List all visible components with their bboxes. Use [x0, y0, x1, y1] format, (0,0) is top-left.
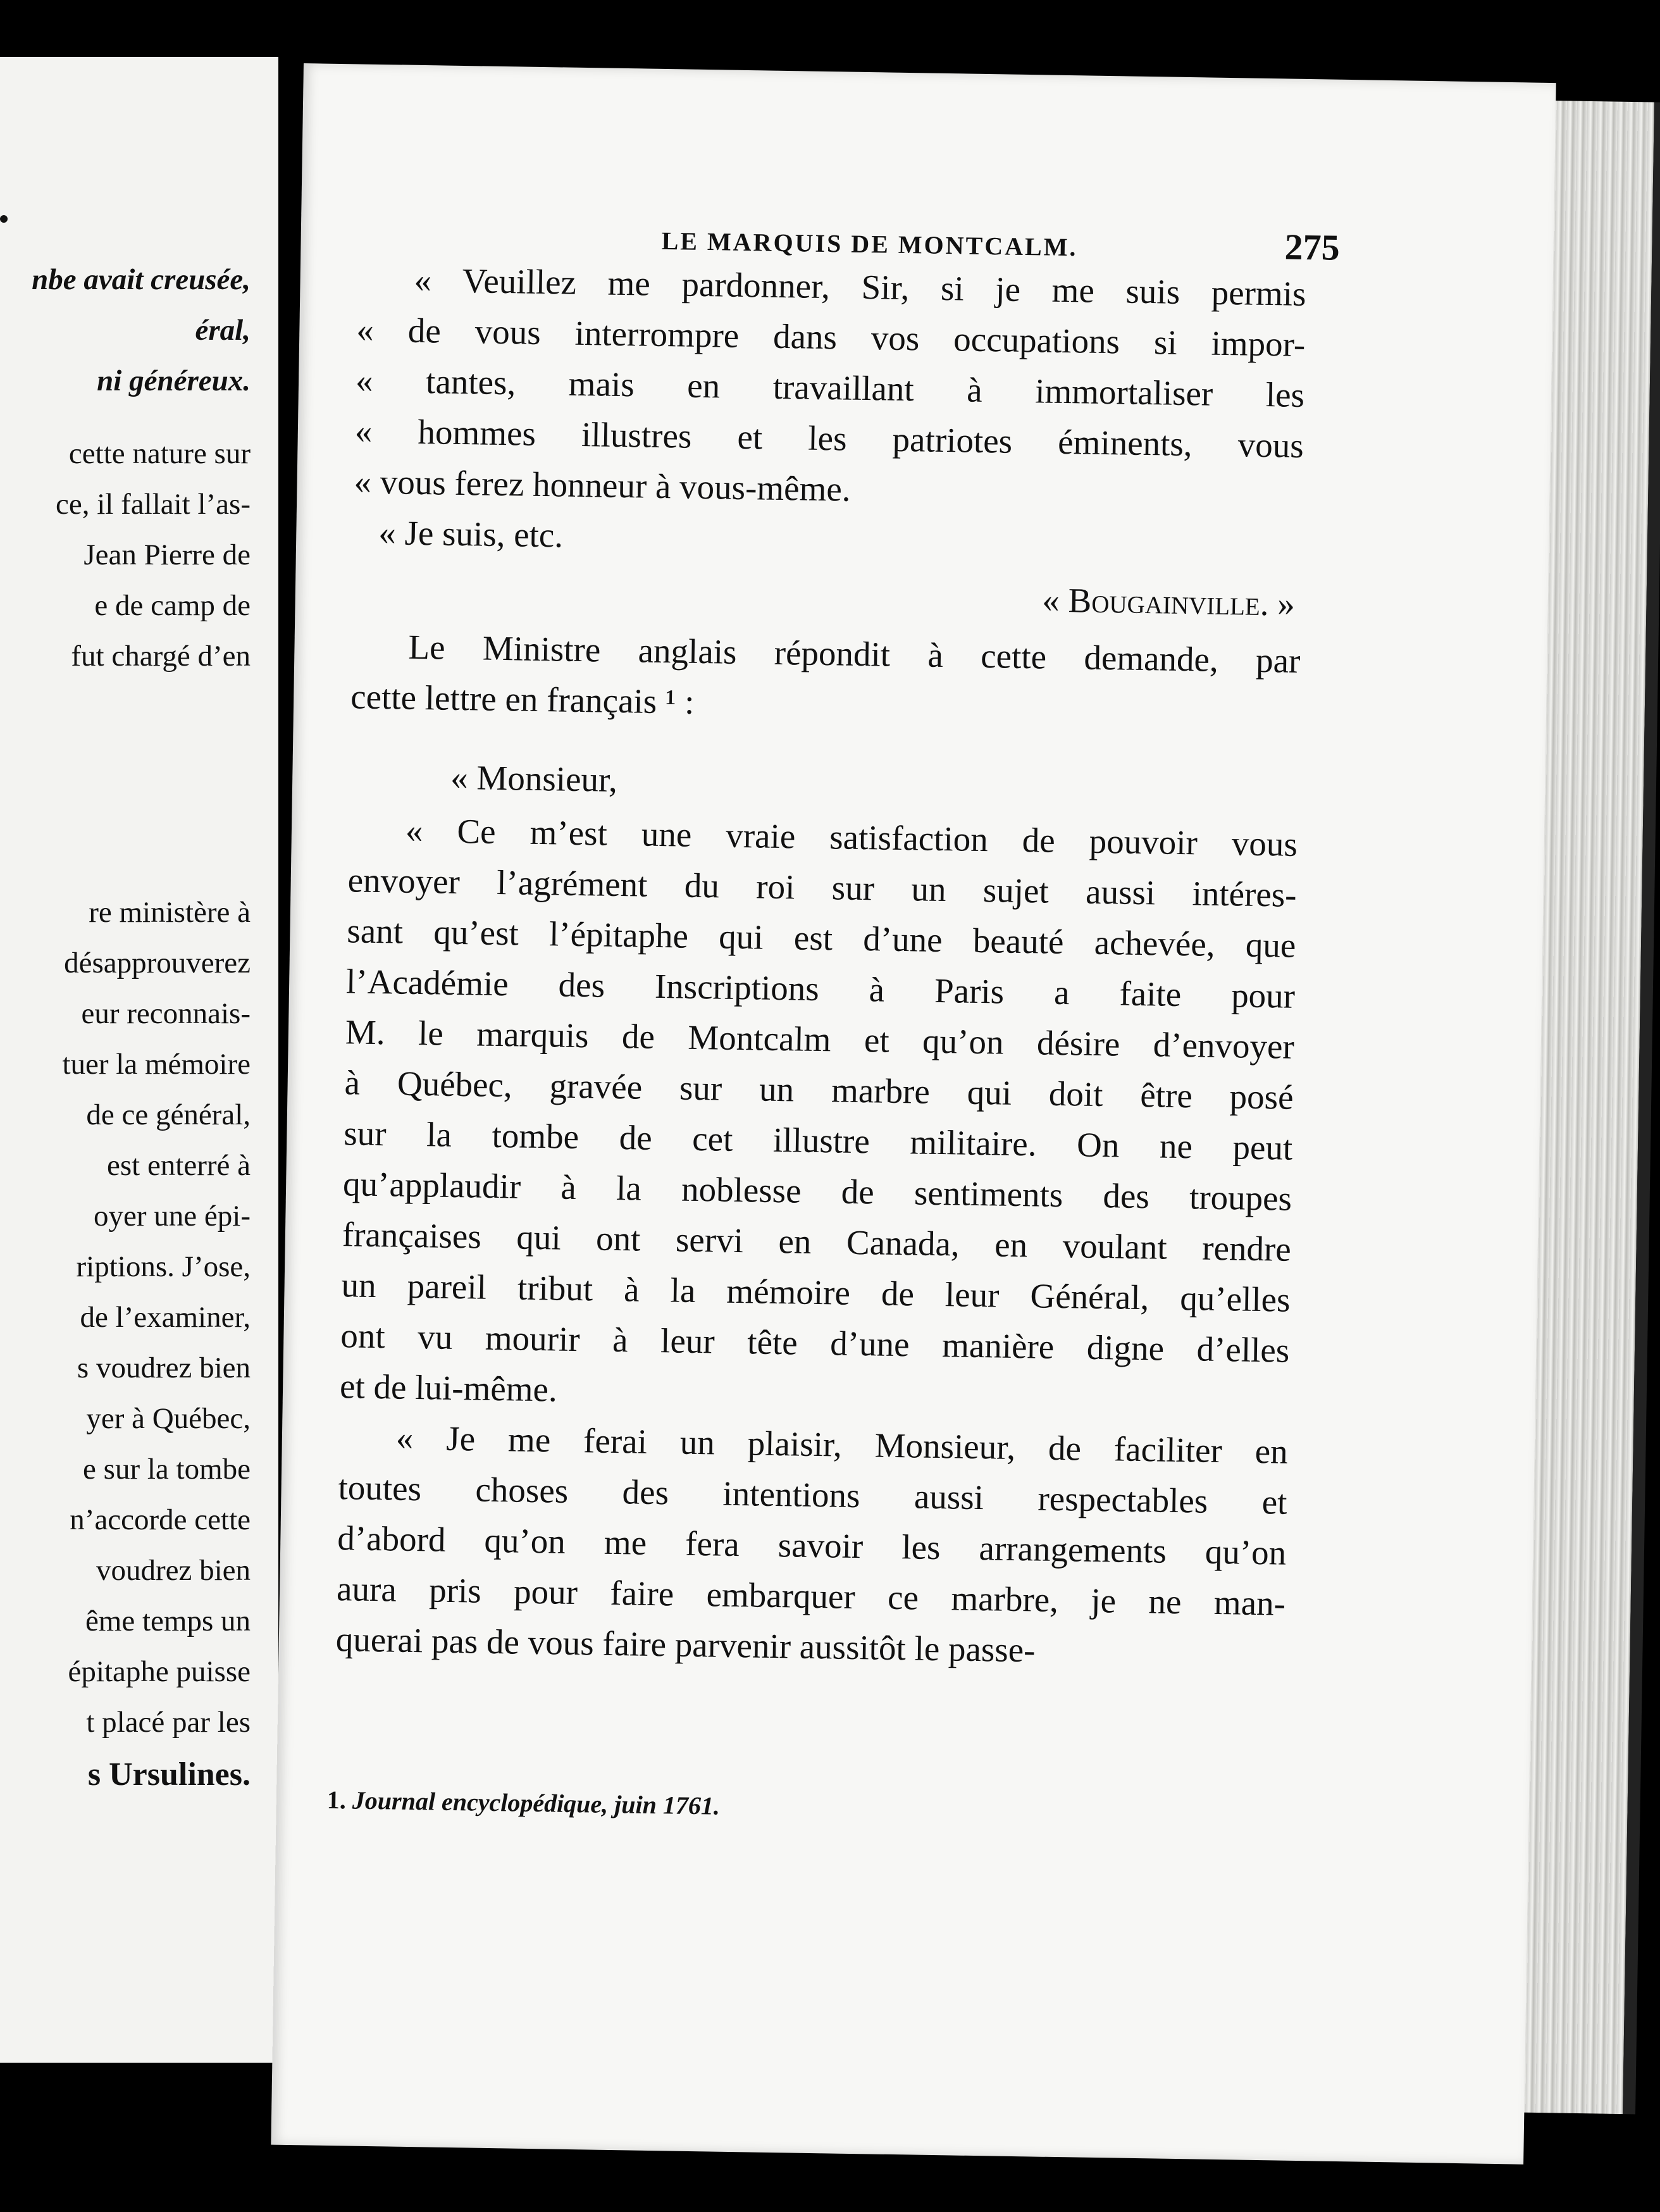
- closing-line: « Je suis, etc.: [378, 513, 564, 555]
- ink-mark: [0, 215, 8, 223]
- left-page-line: s Ursulines.: [87, 1756, 251, 1793]
- left-page-line: nbe avait creusée,: [32, 263, 251, 296]
- left-page-line: est enterré à: [106, 1149, 251, 1182]
- reply-line: l’Académie des Inscriptions à Paris a faite pour: [345, 962, 1296, 1016]
- footnote-text: Journal encyclopédique, juin 1761.: [352, 1786, 721, 1820]
- signature: « Bougainville. »: [1041, 580, 1296, 623]
- reply-line: qu’applaudir à la noblesse de sentiments des troupes: [342, 1164, 1292, 1218]
- letter-quote: [354, 254, 1306, 522]
- left-page-line: t placé par les: [86, 1706, 251, 1739]
- reply-line: envoyer l’agrément du roi sur un sujet aussi intéres-: [347, 861, 1298, 914]
- page-body: [335, 254, 1306, 1679]
- footnote: [327, 1785, 721, 1821]
- left-page-line: n’accorde cette: [70, 1503, 251, 1536]
- page-number: 275: [1284, 226, 1341, 268]
- left-page-line: e sur la tombe: [83, 1453, 251, 1486]
- letter-line: « hommes illustres et les patriotes éminents, vous: [354, 411, 1304, 465]
- left-page-line: tuer la mémoire: [62, 1048, 251, 1081]
- reply-line: et de lui-même.: [339, 1367, 558, 1409]
- left-page-line: Jean Pierre de: [84, 538, 251, 571]
- reply-line: d’abord qu’on me fera savoir les arrangements qu’on: [337, 1519, 1287, 1572]
- left-facing-page: [0, 57, 278, 2063]
- left-page-line: ême temps un: [85, 1605, 251, 1637]
- reply-line: aura pris pour faire embarquer ce marbre, je ne man-: [336, 1569, 1286, 1623]
- left-page-line: de ce général,: [86, 1098, 251, 1131]
- reply-line: querai pas de vous faire parvenir aussitôt le passe-: [335, 1620, 1036, 1670]
- narrative-line: cette lettre en français ¹ :: [350, 677, 695, 721]
- footnote-number: 1.: [326, 1785, 347, 1815]
- reply-paragraph-2: [335, 1412, 1288, 1680]
- right-page: [271, 63, 1556, 2165]
- left-page-line: épitaphe puisse: [68, 1655, 251, 1688]
- letter-line: « de vous interrompre dans vos occupations si impor-: [356, 310, 1306, 364]
- reply-line: sant qu’est l’épitaphe qui est d’une beauté achevée, que: [346, 911, 1296, 965]
- left-page-line: fut chargé d’en: [71, 640, 251, 673]
- reply-line: françaises qui ont servi en Canada, en voulant rendre: [342, 1215, 1292, 1269]
- left-page-line: eur reconnais-: [81, 997, 251, 1030]
- reply-line: toutes choses des intentions aussi respectables et: [338, 1468, 1287, 1522]
- narrative-paragraph: [350, 621, 1301, 737]
- left-page-line: riptions. J’ose,: [76, 1250, 251, 1283]
- reply-line: un pareil tribut à la mémoire de leur Général, qu’elles: [341, 1265, 1291, 1319]
- letter-line: « Veuillez me pardonner, Sir, si je me suis permis: [414, 260, 1306, 313]
- reply-line: sur la tombe de cet illustre militaire. On ne peut: [343, 1114, 1293, 1167]
- letter-line: « tantes, mais en travaillant à immortaliser les: [355, 361, 1305, 414]
- left-page-line: de l’examiner,: [80, 1301, 251, 1334]
- letter-line: « vous ferez honneur à vous-même.: [354, 462, 852, 509]
- reply-line: à Québec, gravée sur un marbre qui doit être posé: [344, 1063, 1294, 1117]
- reply-line: ont vu mourir à leur tête d’une manière digne d’elles: [340, 1316, 1290, 1370]
- running-head: LE MARQUIS DE MONTCALM.: [661, 226, 1078, 262]
- reply-line: M. le marquis de Montcalm et qu’on désire d’envoyer: [345, 1012, 1295, 1066]
- left-page-line: cette nature sur: [68, 437, 251, 470]
- left-page-line: e de camp de: [94, 589, 251, 622]
- left-page-line: s voudrez bien: [77, 1351, 251, 1384]
- reply-paragraph-1: [340, 804, 1298, 1426]
- reply-line: « Ce m’est une vraie satisfaction de pouvoir vous: [405, 811, 1298, 864]
- left-page-line: désapprouverez: [64, 947, 251, 979]
- left-page-line: voudrez bien: [96, 1554, 251, 1587]
- left-page-line: oyer une épi-: [94, 1200, 251, 1233]
- reply-line: « Je me ferai un plaisir, Monsieur, de faciliter en: [395, 1418, 1289, 1471]
- left-page-line: ni généreux.: [97, 364, 251, 397]
- left-page-line: ce, il fallait l’as-: [56, 488, 251, 521]
- left-page-line: yer à Québec,: [86, 1402, 251, 1435]
- left-page-line: éral,: [195, 314, 251, 347]
- salutation: « Monsieur,: [450, 757, 618, 799]
- left-page-line: re ministère à: [89, 896, 251, 929]
- narrative-line: Le Ministre anglais répondit à cette demande, par: [408, 627, 1301, 680]
